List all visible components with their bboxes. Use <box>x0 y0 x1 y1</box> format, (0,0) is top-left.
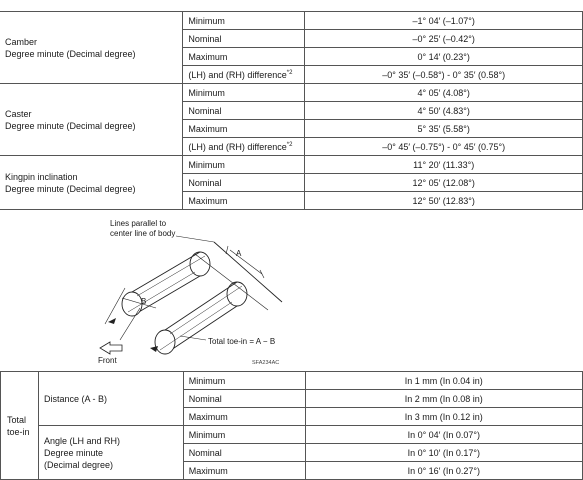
parallel-lines-label-1: Lines parallel to <box>110 219 167 228</box>
row-value: 4° 50′ (4.83°) <box>305 102 583 120</box>
table-row <box>0 156 583 174</box>
table-row <box>1 426 583 444</box>
angle-title-3: (Decimal degree) <box>43 459 114 470</box>
toe-in-figure <box>0 212 583 370</box>
distance-title: Distance (A - B) <box>43 393 108 404</box>
row-value: 4° 05′ (4.08°) <box>305 84 583 102</box>
row-value: 0° 14′ (0.23°) <box>305 48 583 66</box>
table-row <box>0 12 583 30</box>
row-label: Maximum <box>183 120 305 138</box>
upper-tire-icon <box>122 252 210 316</box>
row-label: Minimum <box>183 372 305 390</box>
row-label-text: (LH) and (RH) difference <box>188 141 287 152</box>
row-label: Nominal <box>183 390 305 408</box>
row-label: Maximum <box>183 48 305 66</box>
total-toe-in-cell <box>1 372 39 480</box>
angle-category-cell <box>38 426 183 480</box>
row-value: In 2 mm (In 0.08 in) <box>305 390 582 408</box>
parallel-lines-label-2: center line of body <box>110 229 176 238</box>
row-value: In 0° 10′ (In 0.17°) <box>305 444 582 462</box>
row-label: Maximum <box>183 462 305 480</box>
table-row <box>0 84 583 102</box>
total-toe-in-label-2: toe-in <box>7 426 30 437</box>
front-arrow-icon <box>100 342 122 354</box>
alignment-spec-table <box>0 11 583 210</box>
kingpin-category-cell <box>0 156 183 210</box>
row-value: 12° 50′ (12.83°) <box>305 192 583 210</box>
front-label: Front <box>98 356 117 365</box>
row-value: In 1 mm (In 0.04 in) <box>305 372 582 390</box>
camber-unit: Degree minute (Decimal degree) <box>5 48 136 59</box>
row-value: In 0° 16′ (In 0.27°) <box>305 462 582 480</box>
toe-in-diagram <box>0 212 583 370</box>
dimension-b-label: B <box>141 297 147 306</box>
kingpin-unit: Degree minute (Decimal degree) <box>5 183 136 194</box>
toe-in-spec-table <box>0 371 583 480</box>
row-value: –0° 35′ (–0.58°) - 0° 35′ (0.58°) <box>305 66 583 84</box>
row-label-text: (LH) and (RH) difference <box>188 69 287 80</box>
row-label: Nominal <box>183 30 305 48</box>
row-value: In 0° 04′ (In 0.07°) <box>305 426 582 444</box>
row-label <box>183 66 305 84</box>
toe-formula-label: Total toe-in = A − B <box>208 337 276 346</box>
row-label <box>183 138 305 156</box>
camber-category-cell <box>0 12 183 84</box>
row-value: –0° 45′ (–0.75°) - 0° 45′ (0.75°) <box>305 138 583 156</box>
row-value: 5° 35′ (5.58°) <box>305 120 583 138</box>
kingpin-title: Kingpin inclination <box>5 171 78 182</box>
row-label: Minimum <box>183 426 305 444</box>
row-value: 12° 05′ (12.08°) <box>305 174 583 192</box>
row-label: Minimum <box>183 12 305 30</box>
row-label: Minimum <box>183 156 305 174</box>
table-row <box>1 372 583 390</box>
row-label: Minimum <box>183 84 305 102</box>
row-value: 11° 20′ (11.33°) <box>305 156 583 174</box>
row-value: –1° 04′ (–1.07°) <box>305 12 583 30</box>
row-label: Nominal <box>183 102 305 120</box>
total-toe-in-label-1: Total <box>7 414 27 425</box>
distance-category-cell <box>38 372 183 426</box>
footnote-marker: *2 <box>286 69 293 76</box>
camber-title: Camber <box>5 36 38 47</box>
row-label: Maximum <box>183 192 305 210</box>
figure-code: SFA234AC <box>252 360 280 366</box>
caster-title: Caster <box>5 108 32 119</box>
caster-category-cell <box>0 84 183 156</box>
row-label: Nominal <box>183 174 305 192</box>
angle-title-1: Angle (LH and RH) <box>43 435 121 446</box>
row-label: Maximum <box>183 408 305 426</box>
footnote-marker: *2 <box>286 141 293 148</box>
angle-title-2: Degree minute <box>43 447 104 458</box>
dimension-a-label: A <box>236 249 242 258</box>
caster-unit: Degree minute (Decimal degree) <box>5 120 136 131</box>
row-label: Nominal <box>183 444 305 462</box>
row-value: –0° 25′ (–0.42°) <box>305 30 583 48</box>
row-value: In 3 mm (In 0.12 in) <box>305 408 582 426</box>
